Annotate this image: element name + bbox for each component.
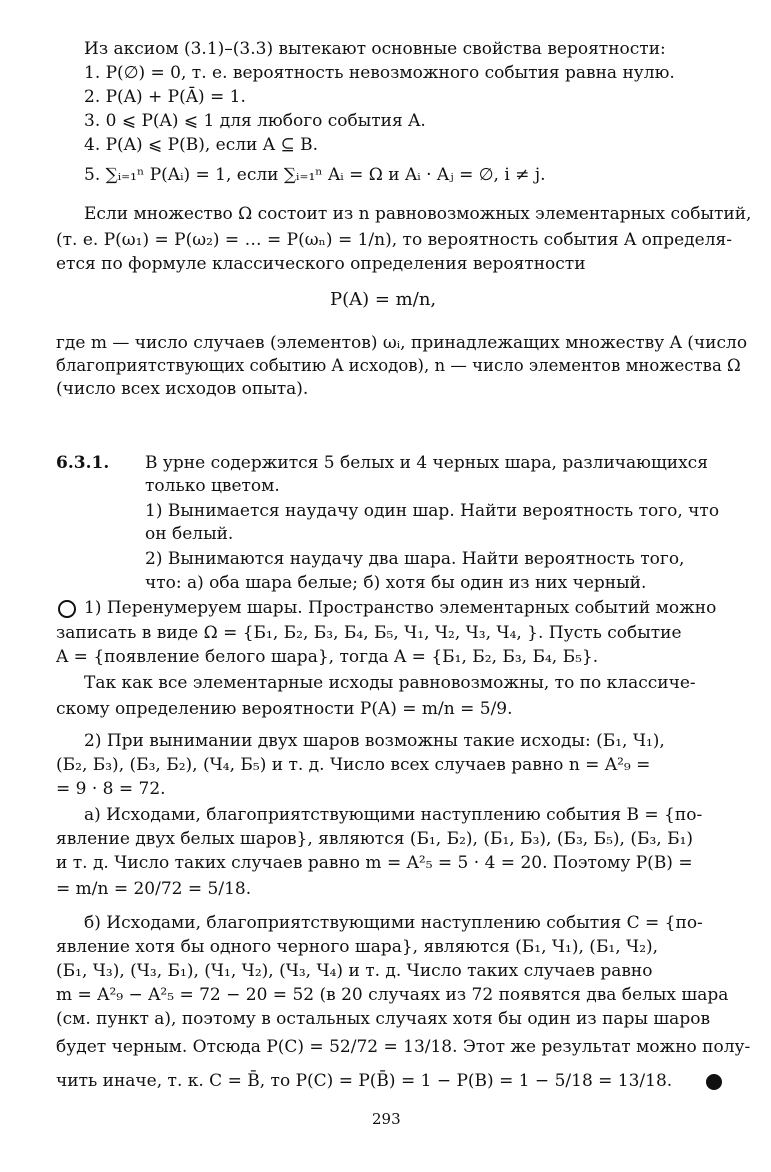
solution-b-line-2: явление хотя бы одного черного шара}, являются (Б₁, Ч₁), (Б₁, Ч₂), xyxy=(56,937,659,957)
intro-lead: Из аксиом (3.1)–(3.3) вытекают основные свойства вероятности: xyxy=(84,39,666,59)
solution-2-line-2: (Б₂, Б₃), (Б₃, Б₂), (Ч₄, Б₅) и т. д. Число всех случаев равно n = A²₉ = xyxy=(56,755,651,775)
problem-number: 6.3.1. xyxy=(56,453,110,473)
solution-1-line-4: Так как все элементарные исходы равновозможны, то по классиче- xyxy=(84,673,696,693)
problem-statement-2: только цветом. xyxy=(145,476,280,496)
solution-b-line-4: m = A²₉ − A²₅ = 72 − 20 = 52 (в 20 случаях из 72 появятся два белых шара xyxy=(56,985,729,1005)
solution-b-line-3: (Б₁, Ч₃), (Ч₃, Б₁), (Ч₁, Ч₂), (Ч₃, Ч₄) и т. д. Число таких случаев равно xyxy=(56,961,653,981)
question-2-line-2: что: а) оба шара белые; б) хотя бы один из них черный. xyxy=(145,573,647,593)
solution-a-line-1: а) Исходами, благоприятствующими наступлению события B = {по- xyxy=(84,805,703,825)
question-1-line-2: он белый. xyxy=(145,524,234,544)
solution-end-icon xyxy=(706,1074,722,1090)
classic-formula: P(A) = m/n, xyxy=(330,289,437,310)
question-2-line-1: 2) Вынимаются наудачу два шара. Найти вероятность того, xyxy=(145,549,685,569)
solution-b-line-7: чить иначе, т. к. C = B̄, то P(C) = P(B̄) = 1 − P(B) = 1 − 5/18 = 13/18. xyxy=(56,1071,673,1091)
solution-1-line-3: A = {появление белого шара}, тогда A = {Б₁, Б₂, Б₃, Б₄, Б₅}. xyxy=(56,647,599,667)
problem-statement-1: В урне содержится 5 белых и 4 черных шара, различающихся xyxy=(145,453,708,473)
where-line-3: (число всех исходов опыта). xyxy=(56,379,309,399)
solution-2-line-1: 2) При вынимании двух шаров возможны такие исходы: (Б₁, Ч₁), xyxy=(84,731,665,751)
property-4: 4. P(A) ⩽ P(B), если A ⊆ B. xyxy=(84,135,318,155)
property-5: 5. ∑ᵢ₌₁ⁿ P(Aᵢ) = 1, если ∑ᵢ₌₁ⁿ Aᵢ = Ω и Aᵢ · Aⱼ = ∅, i ≠ j. xyxy=(84,165,546,185)
solution-1-line-5: скому определению вероятности P(A) = m/n = 5/9. xyxy=(56,699,513,719)
solution-start-icon xyxy=(58,600,76,618)
solution-1-line-1: 1) Перенумеруем шары. Пространство элементарных событий можно xyxy=(84,598,717,618)
page-number: 293 xyxy=(372,1110,401,1128)
question-1-line-1: 1) Вынимается наудачу один шар. Найти вероятность того, что xyxy=(145,501,720,521)
property-1: 1. P(∅) = 0, т. е. вероятность невозможного события равна нулю. xyxy=(84,63,675,83)
solution-1-line-2: записать в виде Ω = {Б₁, Б₂, Б₃, Б₄, Б₅, Ч₁, Ч₂, Ч₃, Ч₄, }. Пусть событие xyxy=(56,623,682,643)
solution-a-line-3: и т. д. Число таких случаев равно m = A²₅ = 5 · 4 = 20. Поэтому P(B) = xyxy=(56,853,693,873)
solution-a-line-2: явление двух белых шаров}, являются (Б₁, Б₂), (Б₁, Б₃), (Б₃, Б₅), (Б₃, Б₁) xyxy=(56,829,694,849)
where-line-2: благоприятствующих событию A исходов), n — число элементов множества Ω xyxy=(56,356,741,375)
solution-b-line-1: б) Исходами, благоприятствующими наступлению события C = {по- xyxy=(84,913,703,933)
solution-b-line-6: будет черным. Отсюда P(C) = 52/72 = 13/18. Этот же результат можно полу- xyxy=(56,1037,751,1057)
classic-line-1: Если множество Ω состоит из n равновозможных элементарных событий, xyxy=(84,204,752,224)
classic-line-2: (т. е. P(ω₁) = P(ω₂) = … = P(ωₙ) = 1/n), то вероятность события A определя- xyxy=(56,230,732,250)
solution-a-line-4: = m/n = 20/72 = 5/18. xyxy=(56,879,252,899)
where-line-1: где m — число случаев (элементов) ωᵢ, принадлежащих множеству A (число xyxy=(56,333,748,353)
solution-b-line-5: (см. пункт a), поэтому в остальных случаях хотя бы один из пары шаров xyxy=(56,1009,711,1029)
property-2: 2. P(A) + P(Ā) = 1. xyxy=(84,87,246,107)
solution-2-line-3: = 9 · 8 = 72. xyxy=(56,779,166,799)
classic-line-3: ется по формуле классического определения вероятности xyxy=(56,254,586,274)
property-3: 3. 0 ⩽ P(A) ⩽ 1 для любого события A. xyxy=(84,111,426,131)
